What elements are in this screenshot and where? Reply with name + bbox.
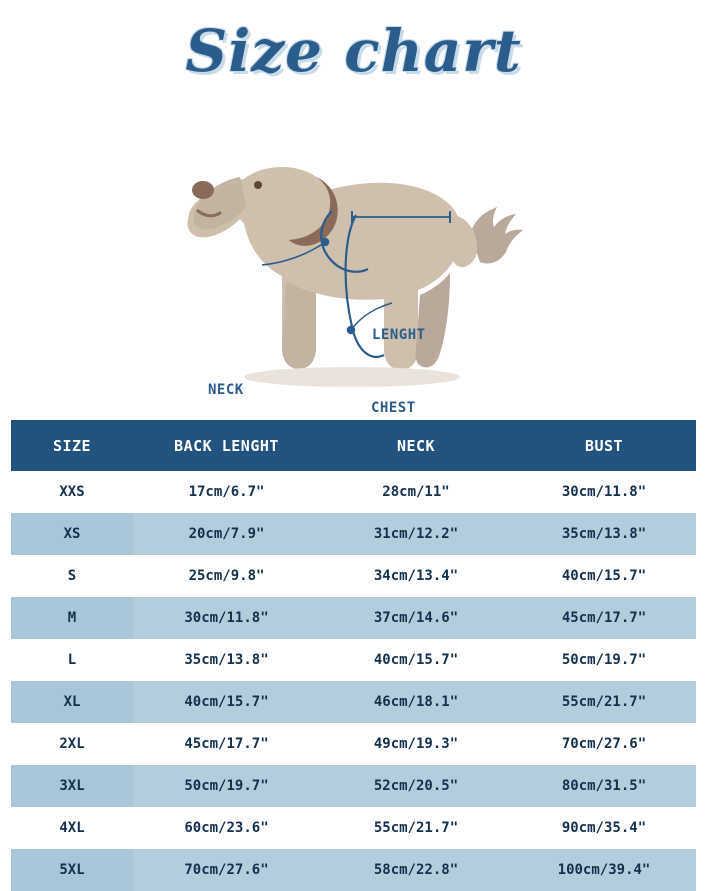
cell-neck: 46cm/18.1" xyxy=(320,681,512,723)
cell-bust: 40cm/15.7" xyxy=(512,555,696,597)
cell-neck: 37cm/14.6" xyxy=(320,597,512,639)
page-title: Size chart xyxy=(185,17,522,85)
cell-size: 2XL xyxy=(11,723,133,765)
ground-shadow xyxy=(244,367,460,387)
cell-bust: 55cm/21.7" xyxy=(512,681,696,723)
cell-size: 3XL xyxy=(11,765,133,807)
cell-neck: 49cm/19.3" xyxy=(320,723,512,765)
cell-neck: 40cm/15.7" xyxy=(320,639,512,681)
cell-size: XL xyxy=(11,681,133,723)
table-row xyxy=(11,765,696,807)
cell-size: 4XL xyxy=(11,807,133,849)
cell-neck: 58cm/22.8" xyxy=(320,849,512,891)
cell-back-lenght: 35cm/13.8" xyxy=(133,639,320,681)
cell-back-lenght: 70cm/27.6" xyxy=(133,849,320,891)
dog-nose xyxy=(192,181,214,199)
cell-back-lenght: 45cm/17.7" xyxy=(133,723,320,765)
cell-back-lenght: 50cm/19.7" xyxy=(133,765,320,807)
callout-label-neck: NECK xyxy=(208,382,244,398)
table-row xyxy=(11,681,696,723)
table-row xyxy=(11,849,696,891)
cell-bust: 100cm/39.4" xyxy=(512,849,696,891)
size-table-body xyxy=(11,471,696,891)
size-table xyxy=(11,420,696,891)
antler-shape xyxy=(470,207,523,264)
cell-bust: 80cm/31.5" xyxy=(512,765,696,807)
callout-label-lenght: LENGHT xyxy=(372,327,426,343)
cell-bust: 90cm/35.4" xyxy=(512,807,696,849)
cell-bust: 35cm/13.8" xyxy=(512,513,696,555)
column-header-neck: NECK xyxy=(320,420,512,471)
table-row xyxy=(11,471,696,513)
cell-bust: 50cm/19.7" xyxy=(512,639,696,681)
cell-size: L xyxy=(11,639,133,681)
size-table-container xyxy=(11,420,696,891)
cell-size: XXS xyxy=(11,471,133,513)
cell-neck: 31cm/12.2" xyxy=(320,513,512,555)
column-header-bust: BUST xyxy=(512,420,696,471)
cell-size: XS xyxy=(11,513,133,555)
dog-measurement-diagram xyxy=(0,115,707,416)
cell-bust: 70cm/27.6" xyxy=(512,723,696,765)
column-header-back-lenght: BACK LENGHT xyxy=(133,420,320,471)
cell-size: S xyxy=(11,555,133,597)
cell-back-lenght: 20cm/7.9" xyxy=(133,513,320,555)
dog-eye xyxy=(254,181,262,189)
cell-back-lenght: 30cm/11.8" xyxy=(133,597,320,639)
dog-illustration-svg xyxy=(0,115,707,405)
table-row xyxy=(11,513,696,555)
cell-neck: 34cm/13.4" xyxy=(320,555,512,597)
cell-size: M xyxy=(11,597,133,639)
cell-back-lenght: 17cm/6.7" xyxy=(133,471,320,513)
cell-neck: 28cm/11" xyxy=(320,471,512,513)
cell-back-lenght: 25cm/9.8" xyxy=(133,555,320,597)
cell-bust: 30cm/11.8" xyxy=(512,471,696,513)
table-header-row xyxy=(11,420,696,471)
table-row xyxy=(11,639,696,681)
column-header-size: SIZE xyxy=(11,420,133,471)
cell-back-lenght: 40cm/15.7" xyxy=(133,681,320,723)
cell-bust: 45cm/17.7" xyxy=(512,597,696,639)
cell-neck: 52cm/20.5" xyxy=(320,765,512,807)
table-row xyxy=(11,555,696,597)
size-table-head xyxy=(11,420,696,471)
cell-neck: 55cm/21.7" xyxy=(320,807,512,849)
table-row xyxy=(11,723,696,765)
cell-back-lenght: 60cm/23.6" xyxy=(133,807,320,849)
cell-size: 5XL xyxy=(11,849,133,891)
callout-label-chest: CHEST xyxy=(371,400,416,416)
title-container xyxy=(0,18,707,85)
table-row xyxy=(11,807,696,849)
table-row xyxy=(11,597,696,639)
